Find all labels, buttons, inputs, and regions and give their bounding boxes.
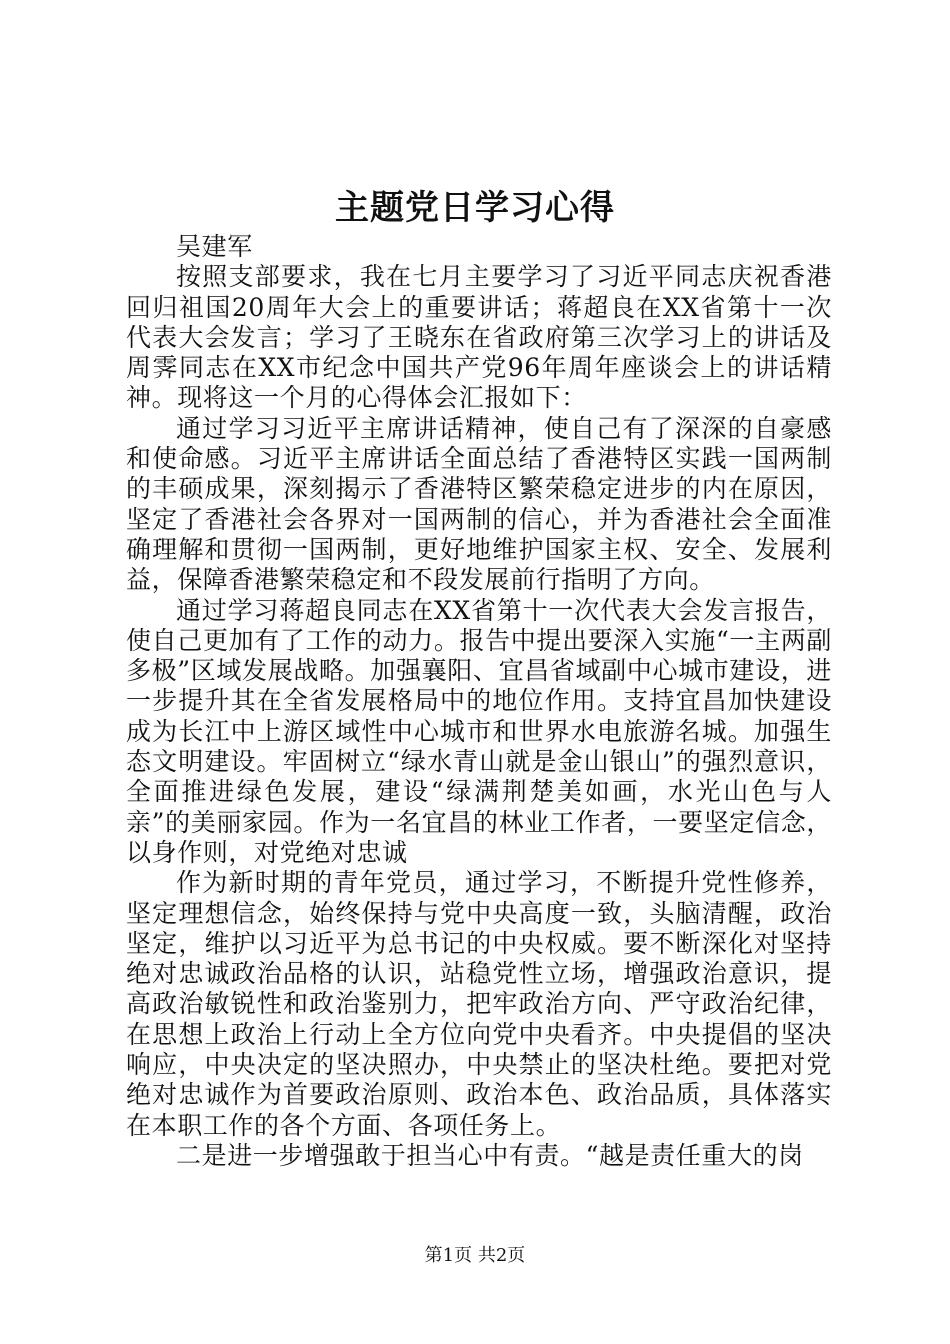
paragraph: 通过学习习近平主席讲话精神，使自己有了深深的自豪感和使命感。习近平主席讲话全面总结了香港特区实践一国两制的丰硕成果，深刻揭示了香港特区繁荣稳定进步的内在原因，坚定了香港社会各界对一国两制的信心，并为香港社会全面准确理解和贯彻一国两制，更好地维护国家主权、安全、发展利益，保障香港繁荣稳定和不段发展前行指明了方向。 xyxy=(126,413,832,595)
paragraph: 作为新时期的青年党员，通过学习，不断提升党性修养，坚定理想信念，始终保持与党中央高度一致，头脑清醒，政治坚定，维护以习近平为总书记的中央权威。要不断深化对坚持绝对忠诚政治品格的认识，站稳党性立场，增强政治意识，提高政治敏锐性和政治鉴别力，把牢政治方向、严守政治纪律，在思想上政治上行动上全方位向党中央看齐。中央提倡的坚决响应，中央决定的坚决照办，中央禁止的坚决杜绝。要把对党绝对忠诚作为首要政治原则、政治本色、政治品质，具体落实在本职工作的各个方面、各项任务上。 xyxy=(126,868,832,1140)
document-title: 主题党日学习心得 xyxy=(335,188,615,228)
author-line: 吴建军 xyxy=(176,232,253,261)
paragraph: 二是进一步增强敢于担当心中有责。“越是责任重大的岗 xyxy=(176,1140,804,1170)
document-body xyxy=(126,232,832,1171)
page-number-footer: 第1页 共2页 xyxy=(424,1245,526,1266)
paragraph: 通过学习蒋超良同志在XX省第十一次代表大会发言报告，使自己更加有了工作的动力。报告中提出要深入实施“一主两副多极”区域发展战略。加强襄阳、宜昌省域副中心城市建设，进一步提升其在全省发展格局中的地位作用。支持宜昌加快建设成为长江中上游区域性中心城市和世界水电旅游名城。加强生态文明建设。牢固树立“绿水青山就是金山银山”的强烈意识，全面推进绿色发展，建设“绿满荆楚美如画，水光山色与人亲”的美丽家园。作为一名宜昌的林业工作者，一要坚定信念，以身作则，对党绝对忠诚 xyxy=(126,595,832,867)
paragraph: 按照支部要求，我在七月主要学习了习近平同志庆祝香港回归祖国20周年大会上的重要讲话；蒋超良在XX省第十一次代表大会发言；学习了王晓东在省政府第三次学习上的讲话及周霁同志在XX市纪念中国共产党96年周年座谈会上的讲话精神。现将这一个月的心得体会汇报如下： xyxy=(126,262,832,413)
